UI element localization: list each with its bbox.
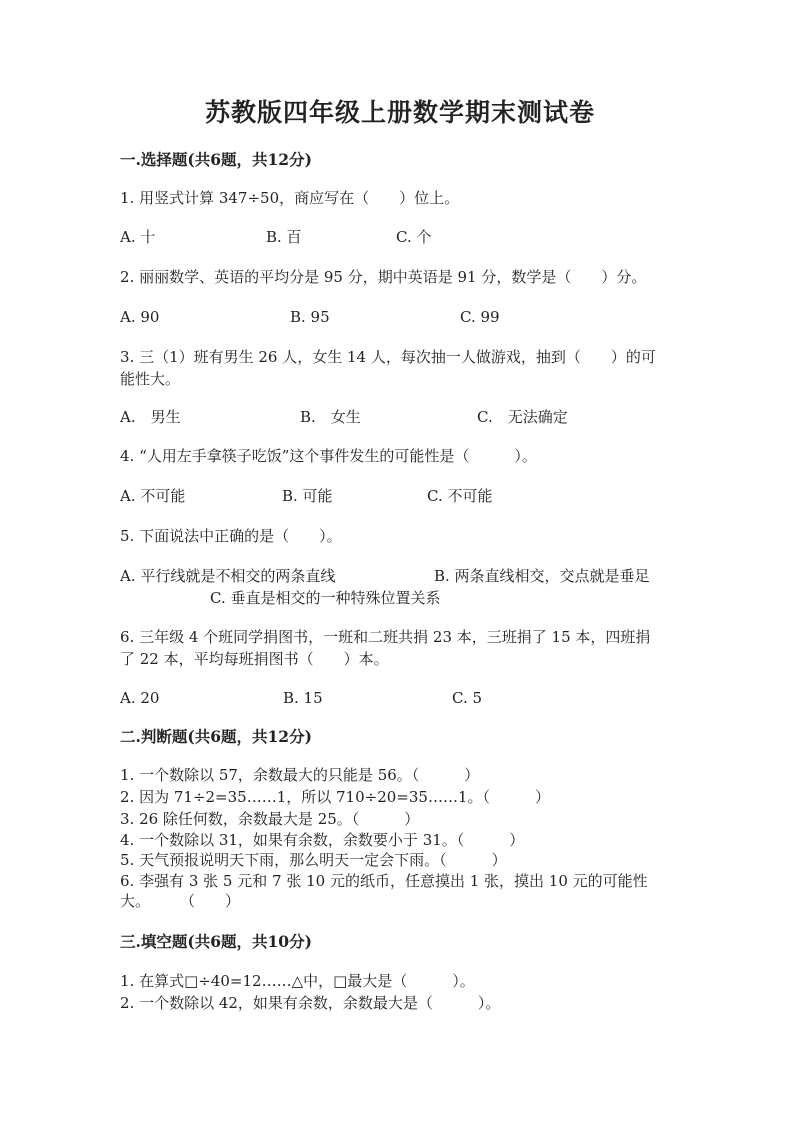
question-6-line-1: 6. 三年级 4 个班同学捐图书，一班和二班共捐 23 本，三班捐了 15 本，四班捐 bbox=[120, 628, 651, 646]
fill-item-2: 2. 一个数除以 42，如果有余数，余数最大是（ ）。 bbox=[120, 994, 501, 1012]
option-c: C. 5 bbox=[452, 689, 483, 707]
question-4: 4. “人用左手拿筷子吃饭”这个事件发生的可能性是（ ）。 bbox=[120, 447, 537, 465]
judgment-item-6-line-2: 大。 （ ） bbox=[120, 892, 241, 910]
judgment-item-6-line-1: 6. 李强有 3 张 5 元和 7 张 10 元的纸币，任意摸出 1 张，摸出 10 元的可能性 bbox=[120, 872, 648, 890]
option-c: C. 99 bbox=[460, 308, 500, 326]
option-c: C. 垂直是相交的一种特殊位置关系 bbox=[210, 589, 441, 607]
option-a: A. 平行线就是不相交的两条直线 bbox=[120, 567, 336, 585]
question-3-line-2: 能性大。 bbox=[120, 370, 181, 388]
section-heading-judgment: 二.判断题(共6题，共12分) bbox=[120, 727, 312, 746]
option-a: A. 20 bbox=[120, 689, 160, 707]
option-c: C. 不可能 bbox=[427, 487, 493, 505]
option-a: A. 不可能 bbox=[120, 487, 186, 505]
option-b: B. 女生 bbox=[300, 408, 361, 426]
question-6-line-2: 了 22 本，平均每班捐图书（ ）本。 bbox=[120, 650, 389, 668]
section-heading-choice: 一.选择题(共6题，共12分) bbox=[120, 150, 312, 169]
judgment-item-3: 3. 26 除任何数，余数最大是 25。（ ） bbox=[120, 810, 420, 828]
question-5: 5. 下面说法中正确的是（ ）。 bbox=[120, 527, 342, 545]
option-a: A. 90 bbox=[120, 308, 160, 326]
fill-item-1: 1. 在算式□÷40=12……△中，□最大是（ ）。 bbox=[120, 972, 475, 990]
judgment-item-2: 2. 因为 71÷2=35……1，所以 710÷20=35……1。（ ） bbox=[120, 788, 550, 806]
option-a: A. 男生 bbox=[120, 408, 181, 426]
option-b: B. 两条直线相交，交点就是垂足 bbox=[434, 567, 650, 585]
page-title: 苏教版四年级上册数学期末测试卷 bbox=[204, 98, 595, 127]
option-c: C. 个 bbox=[396, 228, 432, 246]
option-b: B. 可能 bbox=[282, 487, 333, 505]
judgment-item-1: 1. 一个数除以 57，余数最大的只能是 56。（ ） bbox=[120, 766, 480, 784]
question-3-line-1: 3. 三（1）班有男生 26 人，女生 14 人，每次抽一人做游戏，抽到（ ）的可 bbox=[120, 348, 656, 366]
option-b: B. 95 bbox=[290, 308, 330, 326]
option-c: C. 无法确定 bbox=[477, 408, 568, 426]
section-heading-fill-blank: 三.填空题(共6题，共10分) bbox=[120, 932, 312, 951]
option-a: A. 十 bbox=[120, 228, 156, 246]
option-b: B. 15 bbox=[283, 689, 323, 707]
judgment-item-4: 4. 一个数除以 31，如果有余数，余数要小于 31。（ ） bbox=[120, 831, 525, 849]
question-2: 2. 丽丽数学、英语的平均分是 95 分，期中英语是 91 分，数学是（ ）分。 bbox=[120, 268, 647, 286]
judgment-item-5: 5. 天气预报说明天下雨，那么明天一定会下雨。（ ） bbox=[120, 851, 507, 869]
option-b: B. 百 bbox=[266, 228, 302, 246]
question-1: 1. 用竖式计算 347÷50，商应写在（ ）位上。 bbox=[120, 189, 460, 207]
